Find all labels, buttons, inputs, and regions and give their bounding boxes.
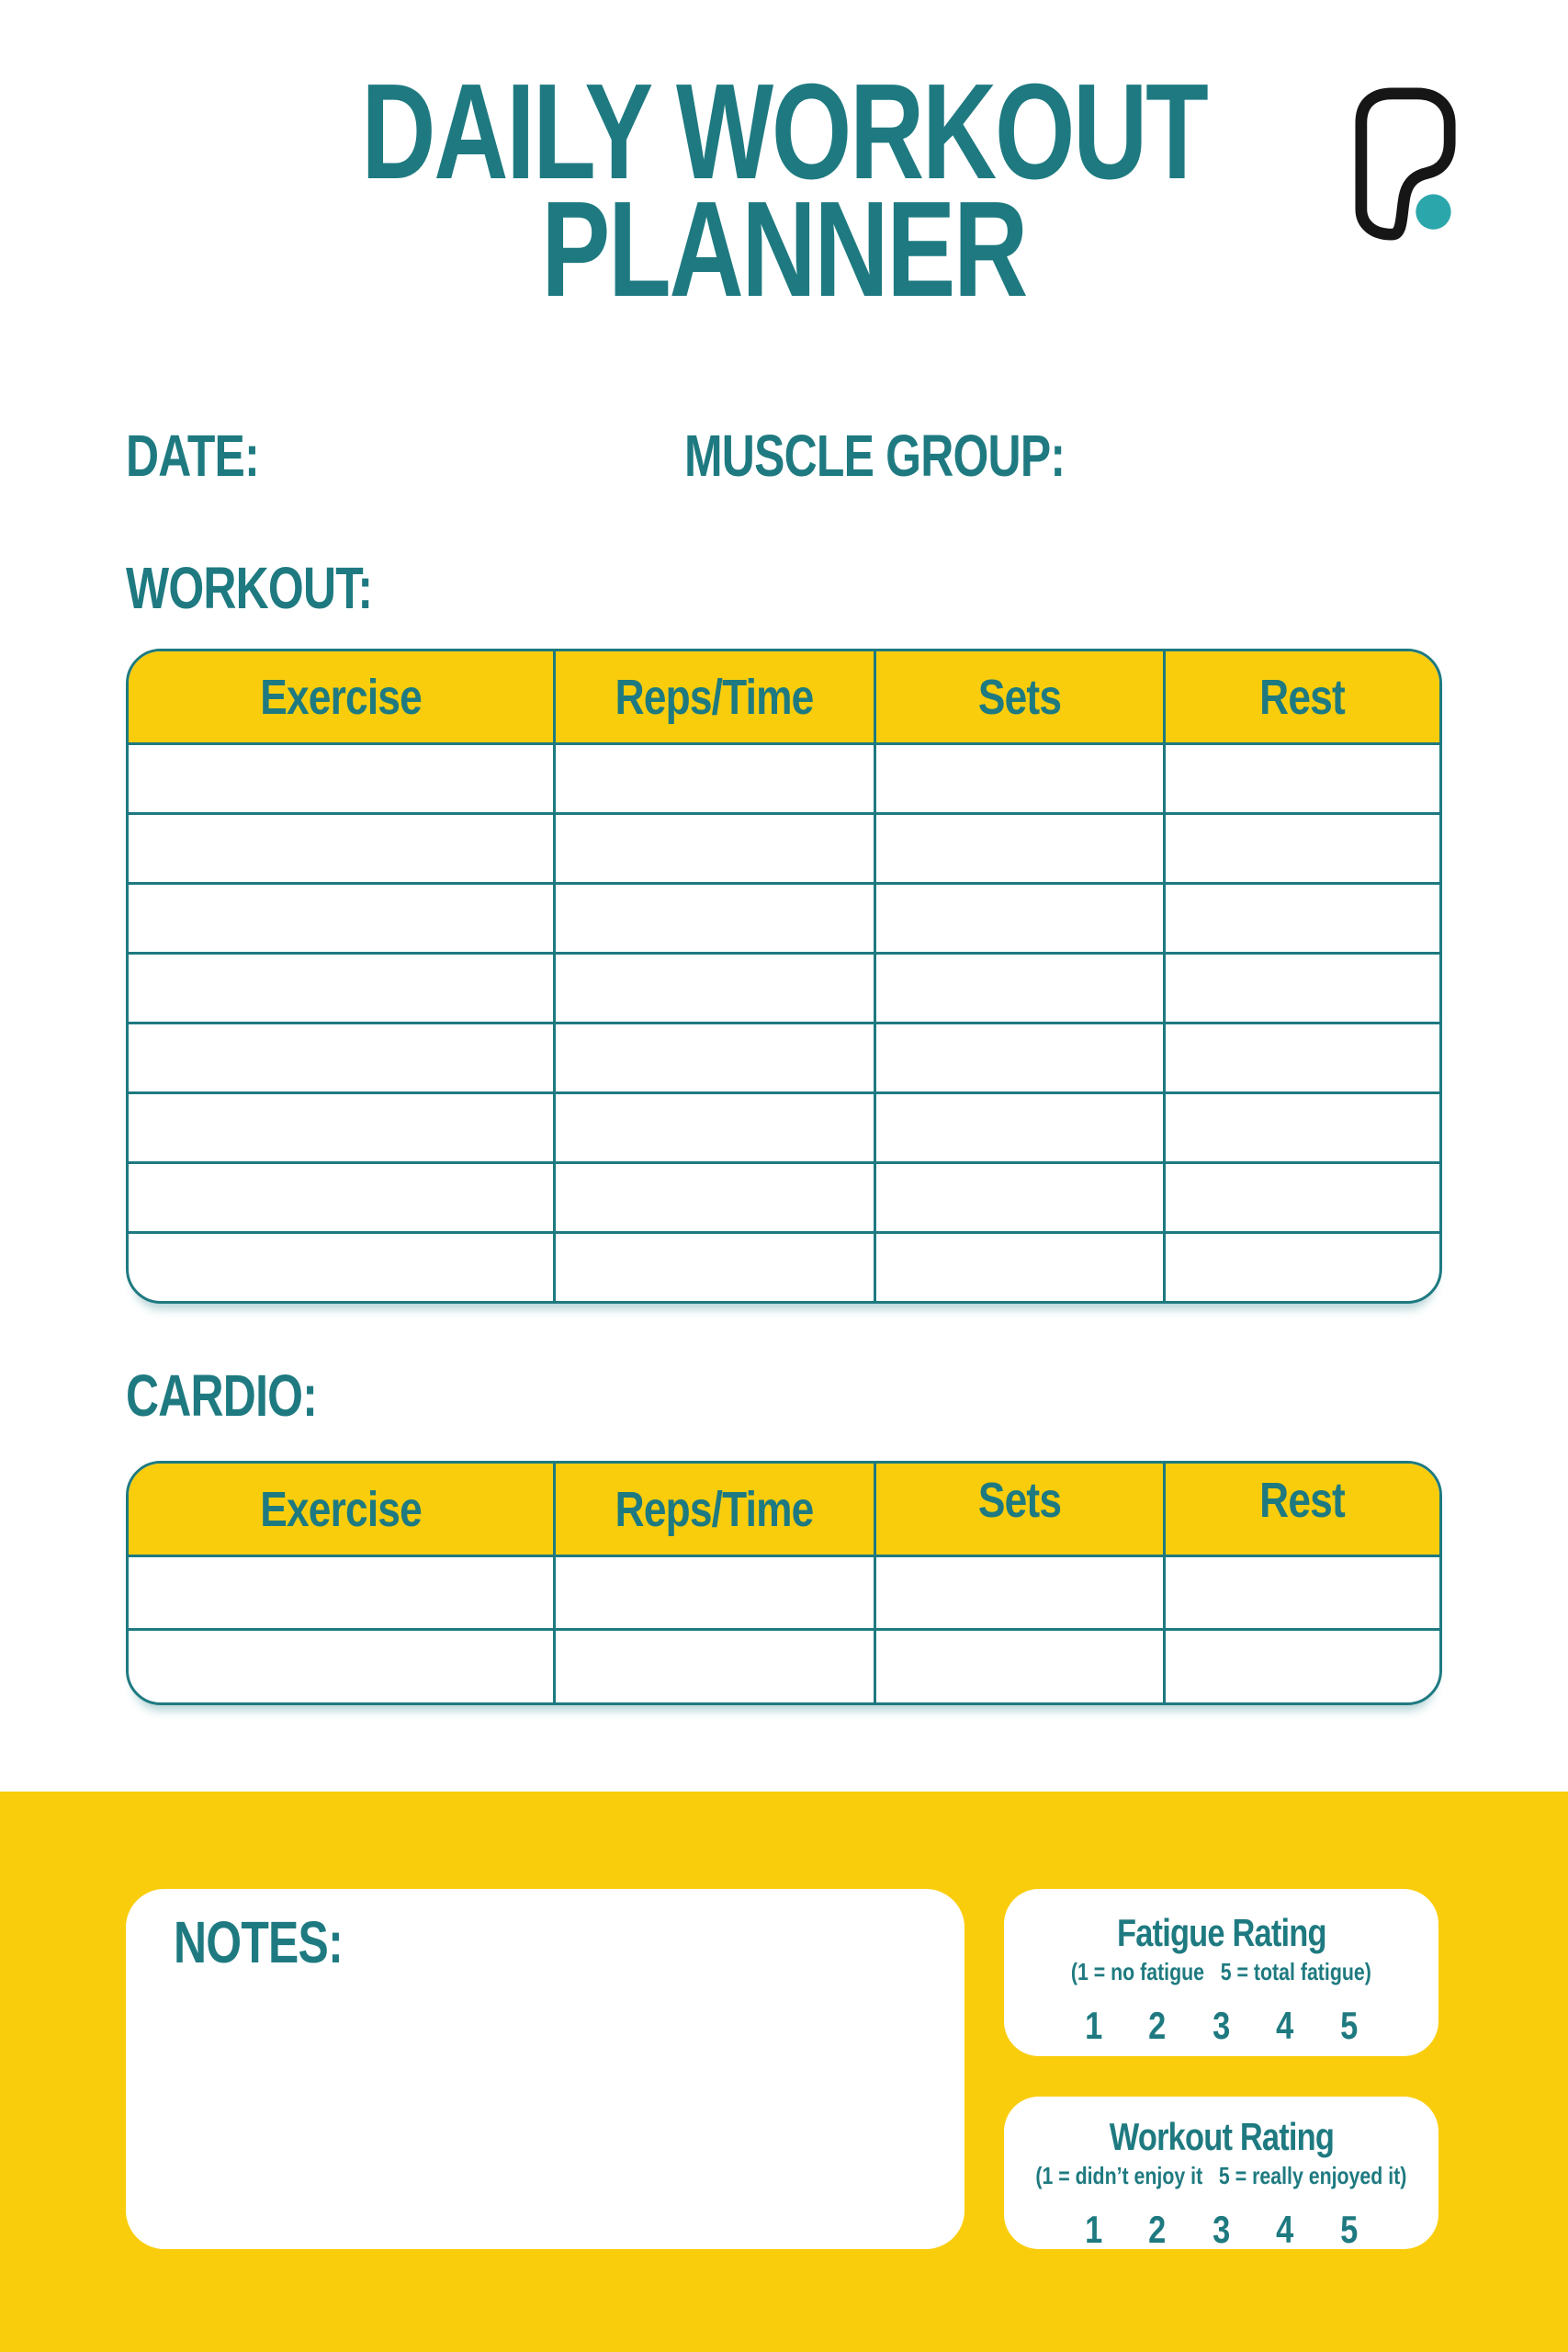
cardio-header-rest: Rest (1163, 1464, 1439, 1555)
table-cell[interactable] (874, 1024, 1163, 1091)
notes-label: NOTES: (174, 1909, 343, 1975)
bottom-band (0, 1792, 1568, 2352)
cardio-header-sets: Sets (874, 1464, 1163, 1555)
table-cell[interactable] (129, 1094, 553, 1161)
table-cell[interactable] (1163, 1557, 1439, 1628)
table-cell[interactable] (129, 1234, 553, 1301)
workout-table-body (129, 745, 1439, 1301)
logo-teal-dot (1416, 194, 1450, 229)
table-cell[interactable] (553, 885, 873, 952)
cardio-table-body (129, 1557, 1439, 1702)
table-cell[interactable] (1163, 1024, 1439, 1091)
table-cell[interactable] (553, 1164, 873, 1231)
workout-header-exercise: Exercise (260, 669, 422, 725)
fatigue-rating-title: Fatigue Rating (1116, 1911, 1326, 1954)
table-cell[interactable] (129, 815, 553, 882)
table-cell[interactable] (1163, 885, 1439, 952)
logo-p-glyph (1352, 85, 1461, 243)
table-row (129, 1234, 1439, 1301)
workout-rating-box (1004, 2097, 1438, 2252)
rating-value-1[interactable]: 1 (1085, 2004, 1103, 2048)
cardio-header-reps-time: Reps/Time (553, 1464, 873, 1555)
workout-header-rest: Rest (1163, 651, 1439, 742)
table-cell[interactable] (129, 1631, 553, 1702)
table-row (129, 1557, 1439, 1631)
table-cell[interactable] (874, 1164, 1163, 1231)
rating-value-3[interactable]: 3 (1212, 2208, 1231, 2252)
workout-rating-title: Workout Rating (1109, 2115, 1334, 2158)
rating-value-1[interactable]: 1 (1085, 2208, 1103, 2252)
table-cell[interactable] (1163, 745, 1439, 812)
table-cell[interactable] (129, 1557, 553, 1628)
table-cell[interactable] (874, 955, 1163, 1022)
workout-header-reps-time: Reps/Time (553, 651, 873, 742)
table-cell[interactable] (129, 745, 553, 812)
table-cell[interactable] (553, 1631, 873, 1702)
table-cell[interactable] (129, 1164, 553, 1231)
table-cell[interactable] (874, 815, 1163, 882)
table-cell[interactable] (874, 1234, 1163, 1301)
rating-value-2[interactable]: 2 (1148, 2004, 1167, 2048)
table-row (129, 815, 1439, 885)
workout-section-label: WORKOUT: (126, 555, 373, 621)
page-title-line1: DAILY WORKOUT (361, 56, 1207, 208)
fatigue-rating-scale (1083, 2004, 1359, 2048)
table-cell[interactable] (874, 1631, 1163, 1702)
workout-rating-subtitle: (1 = didn’t enjoy it 5 = really enjoyed it) (1035, 2162, 1407, 2190)
workout-header-sets: Sets (874, 651, 1163, 742)
table-row (129, 1094, 1439, 1164)
rating-value-4[interactable]: 4 (1276, 2004, 1294, 2048)
cardio-table-header-row (129, 1464, 1439, 1557)
table-cell[interactable] (553, 1024, 873, 1091)
rating-value-3[interactable]: 3 (1212, 2004, 1231, 2048)
table-cell[interactable] (874, 1094, 1163, 1161)
workout-table (126, 649, 1442, 1304)
table-cell[interactable] (1163, 1094, 1439, 1161)
table-cell[interactable] (874, 745, 1163, 812)
fatigue-rating-box (1004, 1889, 1438, 2056)
rating-value-5[interactable]: 5 (1339, 2004, 1358, 2048)
table-cell[interactable] (1163, 1234, 1439, 1301)
table-cell[interactable] (553, 815, 873, 882)
muscle-group-label: MUSCLE GROUP: (684, 423, 1066, 489)
puregym-logo-icon (1352, 85, 1461, 243)
table-cell[interactable] (553, 1094, 873, 1161)
table-row (129, 745, 1439, 815)
workout-table-header-row (129, 651, 1439, 745)
table-cell[interactable] (553, 1234, 873, 1301)
table-cell[interactable] (553, 745, 873, 812)
cardio-section-label: CARDIO: (126, 1363, 318, 1429)
table-cell[interactable] (874, 885, 1163, 952)
table-cell[interactable] (1163, 1631, 1439, 1702)
table-cell[interactable] (129, 955, 553, 1022)
table-cell[interactable] (129, 885, 553, 952)
rating-value-2[interactable]: 2 (1148, 2208, 1167, 2252)
cardio-header-exercise: Exercise (260, 1481, 422, 1537)
rating-value-5[interactable]: 5 (1339, 2208, 1358, 2252)
table-cell[interactable] (1163, 815, 1439, 882)
table-cell[interactable] (1163, 955, 1439, 1022)
date-label: DATE: (126, 423, 259, 489)
table-cell[interactable] (553, 955, 873, 1022)
table-cell[interactable] (553, 1557, 873, 1628)
table-cell[interactable] (1163, 1164, 1439, 1231)
table-row (129, 1024, 1439, 1094)
page-title (0, 56, 1568, 325)
table-row (129, 1631, 1439, 1702)
table-row (129, 885, 1439, 955)
cardio-table (126, 1461, 1442, 1705)
table-cell[interactable] (874, 1557, 1163, 1628)
table-row (129, 1164, 1439, 1234)
table-row (129, 955, 1439, 1024)
fatigue-rating-subtitle: (1 = no fatigue 5 = total fatigue) (1071, 1958, 1371, 1986)
rating-value-4[interactable]: 4 (1276, 2208, 1294, 2252)
page-title-line2: PLANNER (541, 174, 1027, 325)
workout-rating-scale (1083, 2208, 1359, 2252)
notes-box[interactable] (126, 1889, 964, 2249)
table-cell[interactable] (129, 1024, 553, 1091)
